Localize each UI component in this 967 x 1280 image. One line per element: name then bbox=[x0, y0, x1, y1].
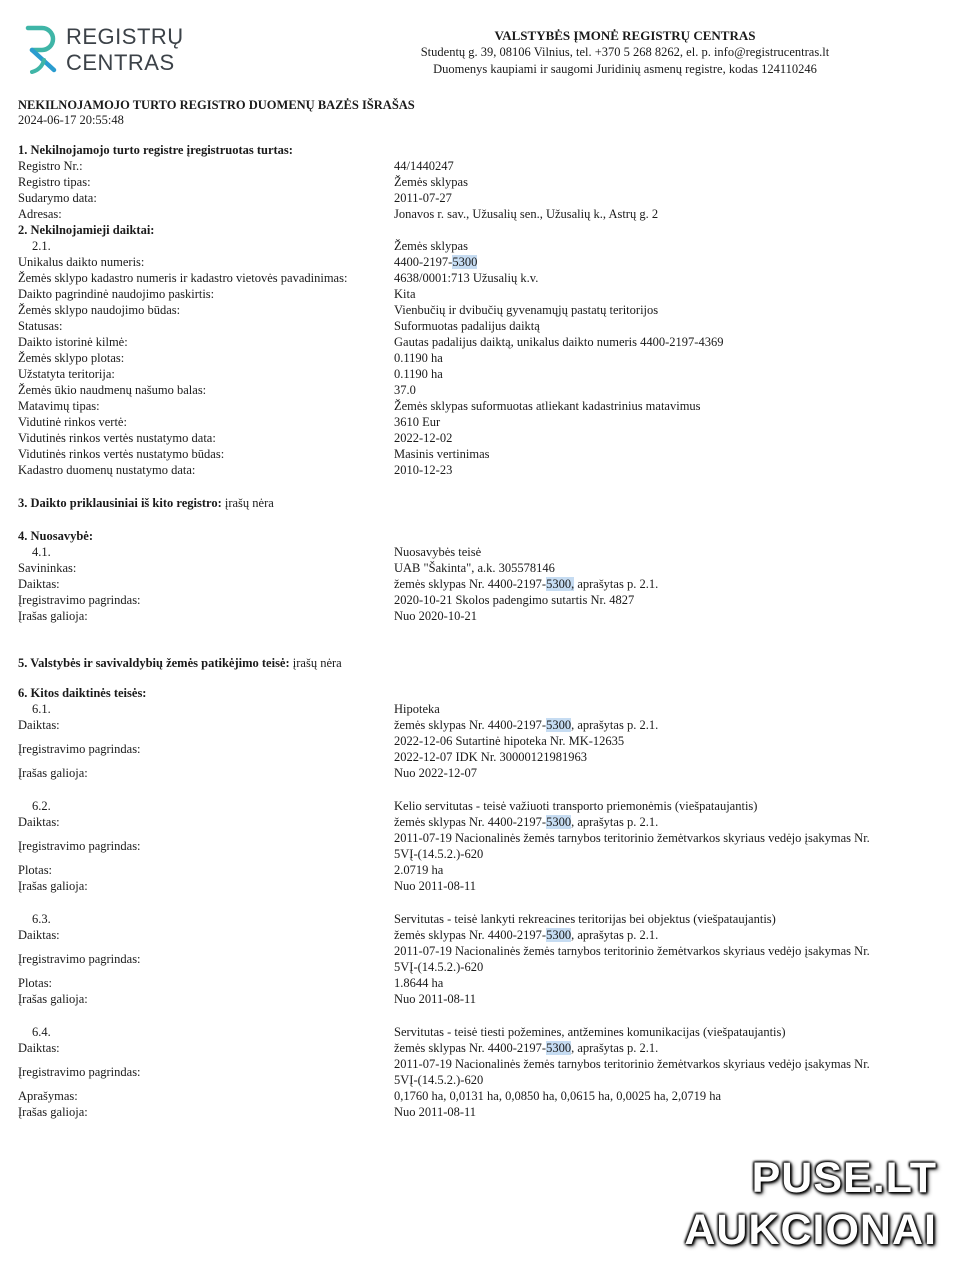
field-value: Masinis vertinimas bbox=[394, 447, 490, 461]
field-row bbox=[18, 286, 948, 302]
field-label: Plotas: bbox=[18, 976, 53, 990]
field-row bbox=[18, 1056, 948, 1088]
field-row bbox=[18, 430, 948, 446]
field-row bbox=[18, 878, 948, 894]
field-row bbox=[18, 190, 948, 206]
field-value bbox=[394, 814, 939, 830]
item-ref-prefix: žemės sklypas Nr. 4400-2197- bbox=[394, 928, 547, 942]
field-value: Nuo 2020-10-21 bbox=[394, 609, 477, 623]
field-label: Kadastro duomenų nustatymo data: bbox=[18, 463, 196, 477]
field-row bbox=[18, 576, 948, 592]
field-label: Įrašas galioja: bbox=[18, 609, 88, 623]
field-value: Jonavos r. sav., Užusalių sen., Užusalių k., Astrų g. 2 bbox=[394, 207, 659, 221]
item-number: 6.1. bbox=[32, 702, 51, 716]
item-number-row bbox=[18, 911, 948, 927]
org-registry-note: Duomenys kaupiami ir saugomi Juridinių asmenų registre, kodas 124110246 bbox=[433, 62, 817, 76]
watermark-line2: AUKCIONAI bbox=[684, 1206, 937, 1254]
item-number: 6.2. bbox=[32, 799, 51, 813]
field-value bbox=[394, 254, 939, 270]
field-value: 4638/0001:713 Užusalių k.v. bbox=[394, 271, 539, 285]
item-type: Kelio servitutas - teisė važiuoti transporto priemonėmis (viešpataujantis) bbox=[394, 799, 758, 813]
section-1-rows bbox=[18, 158, 948, 222]
field-value bbox=[394, 943, 939, 975]
item-ref-prefix: žemės sklypas Nr. 4400-2197- bbox=[394, 718, 547, 732]
basis-line-2: 5VĮ-(14.5.2.)-620 bbox=[394, 960, 484, 974]
section-2-rows bbox=[18, 286, 948, 478]
field-label: Plotas: bbox=[18, 863, 53, 877]
section-2-heading: 2. Nekilnojamieji daiktai: bbox=[18, 223, 155, 237]
spacer bbox=[18, 624, 948, 641]
field-row bbox=[18, 366, 948, 382]
field-label: Daikto pagrindinė naudojimo paskirtis: bbox=[18, 287, 215, 301]
logo-text-line2: CENTRAS bbox=[66, 50, 175, 75]
field-label: Savininkas: bbox=[18, 561, 77, 575]
field-row bbox=[18, 560, 948, 576]
field-row bbox=[18, 765, 948, 781]
field-label: Įrašas galioja: bbox=[18, 992, 88, 1006]
spacer bbox=[18, 671, 948, 685]
section-1-heading: 1. Nekilnojamojo turto registre įregistruotas turtas: bbox=[18, 143, 293, 157]
item-number-row bbox=[18, 1024, 948, 1040]
item-number: 6.4. bbox=[32, 1025, 51, 1039]
field-value: UAB "Šakinta", a.k. 305578146 bbox=[394, 561, 555, 575]
field-row bbox=[18, 174, 948, 190]
field-value: Žemės sklypas bbox=[394, 175, 468, 189]
document-header bbox=[330, 27, 920, 78]
field-row bbox=[18, 608, 948, 624]
field-row bbox=[18, 334, 948, 350]
document-datetime: 2024-06-17 20:55:48 bbox=[18, 113, 124, 127]
right-entry-6-4 bbox=[18, 1024, 948, 1120]
field-value: 37.0 bbox=[394, 383, 416, 397]
field-label: Matavimų tipas: bbox=[18, 399, 100, 413]
field-row bbox=[18, 318, 948, 334]
field-label: Įregistravimo pagrindas: bbox=[18, 839, 141, 853]
section-6-heading: 6. Kitos daiktinės teisės: bbox=[18, 686, 147, 700]
field-value bbox=[394, 1056, 939, 1088]
field-label: Žemės sklypo plotas: bbox=[18, 351, 125, 365]
field-row bbox=[18, 446, 948, 462]
field-label: Žemės ūkio naudmenų našumo balas: bbox=[18, 383, 207, 397]
field-value: Nuo 2011-08-11 bbox=[394, 879, 477, 893]
section-5-heading bbox=[18, 655, 948, 671]
field-value: 2010-12-23 bbox=[394, 463, 453, 477]
field-row bbox=[18, 733, 948, 765]
right-entry-6-2 bbox=[18, 798, 948, 894]
field-row bbox=[18, 927, 948, 943]
field-value: 2022-12-02 bbox=[394, 431, 453, 445]
rc-logo-icon bbox=[22, 24, 62, 74]
item-ref-highlight: 5300 bbox=[546, 718, 572, 732]
watermark bbox=[684, 1152, 937, 1256]
field-value: 0.1190 ha bbox=[394, 367, 443, 381]
watermark-line1: PUSE.LT bbox=[751, 1154, 937, 1202]
org-address: Studentų g. 39, 08106 Vilnius, tel. +370 5 268 8262, el. p. info@registrucentras.lt bbox=[420, 45, 830, 59]
item-number: 6.3. bbox=[32, 912, 51, 926]
spacer bbox=[18, 894, 948, 911]
field-row bbox=[18, 414, 948, 430]
field-value: Suformuotas padalijus daiktą bbox=[394, 319, 540, 333]
spacer bbox=[18, 641, 948, 655]
logo-text-line1: REGISTRŲ bbox=[66, 24, 184, 49]
item-ref-suffix: , aprašytas p. 2.1. bbox=[571, 1041, 659, 1055]
field-label: Žemės sklypo naudojimo būdas: bbox=[18, 303, 181, 317]
field-row bbox=[18, 830, 948, 862]
field-value: 0,1760 ha, 0,0131 ha, 0,0850 ha, 0,0615 ha, 0,0025 ha, 2,0719 ha bbox=[394, 1089, 722, 1103]
item-number-row bbox=[18, 798, 948, 814]
field-row bbox=[18, 1104, 948, 1120]
field-label: Įrašas galioja: bbox=[18, 766, 88, 780]
field-row bbox=[18, 862, 948, 878]
field-value bbox=[394, 717, 939, 733]
item-ref-prefix: žemės sklypas Nr. 4400-2197- bbox=[394, 1041, 547, 1055]
field-row bbox=[18, 1088, 948, 1104]
field-label: Unikalus daikto numeris: bbox=[18, 255, 145, 269]
item-number: 4.1. bbox=[32, 545, 51, 559]
field-value bbox=[394, 576, 939, 592]
field-value: Vienbučių ir dvibučių gyvenamųjų pastatų teritorijos bbox=[394, 303, 659, 317]
section-5-title: 5. Valstybės ir savivaldybių žemės patikėjimo teisė: bbox=[18, 656, 290, 670]
section-3-status: įrašų nėra bbox=[221, 496, 274, 510]
field-label: Daiktas: bbox=[18, 718, 60, 732]
field-value: Kita bbox=[394, 287, 416, 301]
field-value: 3610 Eur bbox=[394, 415, 441, 429]
unique-number-prefix: 4400-2197- bbox=[394, 255, 453, 269]
right-entry-6-1 bbox=[18, 701, 948, 781]
field-label: Daiktas: bbox=[18, 815, 60, 829]
basis-line-1: 2011-07-19 Nacionalinės žemės tarnybos teritorinio žemėtvarkos skyriaus vedėjo įsakymas Nr. bbox=[394, 944, 870, 958]
spacer bbox=[18, 478, 948, 495]
basis-line-1: 2011-07-19 Nacionalinės žemės tarnybos teritorinio žemėtvarkos skyriaus vedėjo įsakymas Nr. bbox=[394, 1057, 870, 1071]
field-label: Daikto istorinė kilmė: bbox=[18, 335, 128, 349]
field-row bbox=[18, 302, 948, 318]
item-ref-suffix: aprašytas p. 2.1. bbox=[574, 577, 659, 591]
field-value bbox=[394, 733, 939, 765]
basis-line-2: 5VĮ-(14.5.2.)-620 bbox=[394, 1073, 484, 1087]
item-number: 2.1. bbox=[32, 239, 51, 253]
item-ref-highlight: 5300, bbox=[546, 577, 575, 591]
registru-centras-logo bbox=[22, 24, 182, 78]
item-number-row bbox=[18, 238, 948, 254]
field-row bbox=[18, 398, 948, 414]
item-number-row bbox=[18, 544, 948, 560]
field-row bbox=[18, 254, 948, 270]
field-label: Įregistravimo pagrindas: bbox=[18, 1065, 141, 1079]
item-ref-highlight: 5300 bbox=[546, 1041, 572, 1055]
item-ref-suffix: , aprašytas p. 2.1. bbox=[571, 815, 659, 829]
right-entry-6-3 bbox=[18, 911, 948, 1007]
item-ref-highlight: 5300 bbox=[546, 815, 572, 829]
field-value: Nuo 2011-08-11 bbox=[394, 1105, 477, 1119]
field-label: Įregistravimo pagrindas: bbox=[18, 593, 141, 607]
field-label: Registro Nr.: bbox=[18, 159, 83, 173]
unique-number-highlight: 5300 bbox=[452, 255, 478, 269]
field-row bbox=[18, 462, 948, 478]
item-type: Servitutas - teisė tiesti požemines, antžemines komunikacijas (viešpataujantis) bbox=[394, 1025, 786, 1039]
field-row bbox=[18, 158, 948, 174]
field-label: Žemės sklypo kadastro numeris ir kadastro vietovės pavadinimas: bbox=[18, 271, 348, 285]
basis-line-2: 2022-12-07 IDK Nr. 30000121981963 bbox=[394, 750, 588, 764]
field-label: Įrašas galioja: bbox=[18, 1105, 88, 1119]
field-row bbox=[18, 270, 948, 286]
spacer bbox=[18, 781, 948, 798]
field-value: 1.8644 ha bbox=[394, 976, 444, 990]
field-label: Įregistravimo pagrindas: bbox=[18, 952, 141, 966]
item-ref-prefix: žemės sklypas Nr. 4400-2197- bbox=[394, 577, 547, 591]
item-type: Nuosavybės teisė bbox=[394, 545, 482, 559]
field-value: Gautas padalijus daiktą, unikalus daikto numeris 4400-2197-4369 bbox=[394, 335, 724, 349]
org-name: VALSTYBĖS ĮMONĖ REGISTRŲ CENTRAS bbox=[494, 28, 756, 43]
field-label: Registro tipas: bbox=[18, 175, 91, 189]
field-value: 44/1440247 bbox=[394, 159, 454, 173]
basis-line-2: 5VĮ-(14.5.2.)-620 bbox=[394, 847, 484, 861]
document-body bbox=[18, 98, 948, 1120]
item-type: Žemės sklypas bbox=[394, 239, 468, 253]
field-value: Žemės sklypas suformuotas atliekant kadastrinius matavimus bbox=[394, 399, 701, 413]
field-label: Vidutinės rinkos vertės nustatymo būdas: bbox=[18, 447, 225, 461]
field-row bbox=[18, 943, 948, 975]
field-value: Nuo 2011-08-11 bbox=[394, 992, 477, 1006]
item-ref-highlight: 5300 bbox=[546, 928, 572, 942]
item-ref-suffix: , aprašytas p. 2.1. bbox=[571, 928, 659, 942]
field-row bbox=[18, 382, 948, 398]
basis-line-1: 2011-07-19 Nacionalinės žemės tarnybos teritorinio žemėtvarkos skyriaus vedėjo įsakymas Nr. bbox=[394, 831, 870, 845]
field-row bbox=[18, 975, 948, 991]
field-value bbox=[394, 830, 939, 862]
field-label: Sudarymo data: bbox=[18, 191, 97, 205]
field-row bbox=[18, 350, 948, 366]
item-type: Servitutas - teisė lankyti rekreacines teritorijas bei objektus (viešpataujantis) bbox=[394, 912, 776, 926]
field-label: Vidutinės rinkos vertės nustatymo data: bbox=[18, 431, 216, 445]
field-row bbox=[18, 592, 948, 608]
field-value: Nuo 2022-12-07 bbox=[394, 766, 477, 780]
item-type: Hipoteka bbox=[394, 702, 440, 716]
item-ref-suffix: , aprašytas p. 2.1. bbox=[571, 718, 659, 732]
field-value bbox=[394, 927, 939, 943]
field-label: Aprašymas: bbox=[18, 1089, 78, 1103]
section-3-title: 3. Daikto priklausiniai iš kito registro: bbox=[18, 496, 222, 510]
field-row bbox=[18, 991, 948, 1007]
document-title: NEKILNOJAMOJO TURTO REGISTRO DUOMENŲ BAZĖS IŠRAŠAS bbox=[18, 98, 415, 112]
spacer bbox=[18, 1007, 948, 1024]
basis-line-1: 2022-12-06 Sutartinė hipoteka Nr. MK-12635 bbox=[394, 734, 625, 748]
item-ref-prefix: žemės sklypas Nr. 4400-2197- bbox=[394, 815, 547, 829]
section-5-status: įrašų nėra bbox=[289, 656, 342, 670]
field-value: 2011-07-27 bbox=[394, 191, 452, 205]
field-value bbox=[394, 1040, 939, 1056]
field-label: Adresas: bbox=[18, 207, 62, 221]
field-value: 0.1190 ha bbox=[394, 351, 443, 365]
field-label: Įregistravimo pagrindas: bbox=[18, 742, 141, 756]
field-label: Daiktas: bbox=[18, 577, 60, 591]
field-value: 2020-10-21 Skolos padengimo sutartis Nr. 4827 bbox=[394, 593, 635, 607]
field-value: 2.0719 ha bbox=[394, 863, 444, 877]
field-row bbox=[18, 206, 948, 222]
section-3-heading bbox=[18, 495, 948, 511]
field-row bbox=[18, 814, 948, 830]
field-label: Vidutinė rinkos vertė: bbox=[18, 415, 127, 429]
field-label: Užstatyta teritorija: bbox=[18, 367, 115, 381]
field-label: Įrašas galioja: bbox=[18, 879, 88, 893]
section-4-heading: 4. Nuosavybė: bbox=[18, 529, 94, 543]
field-row bbox=[18, 1040, 948, 1056]
spacer bbox=[18, 511, 948, 528]
field-label: Daiktas: bbox=[18, 928, 60, 942]
field-label: Statusas: bbox=[18, 319, 63, 333]
item-number-row bbox=[18, 701, 948, 717]
field-label: Daiktas: bbox=[18, 1041, 60, 1055]
field-row bbox=[18, 717, 948, 733]
